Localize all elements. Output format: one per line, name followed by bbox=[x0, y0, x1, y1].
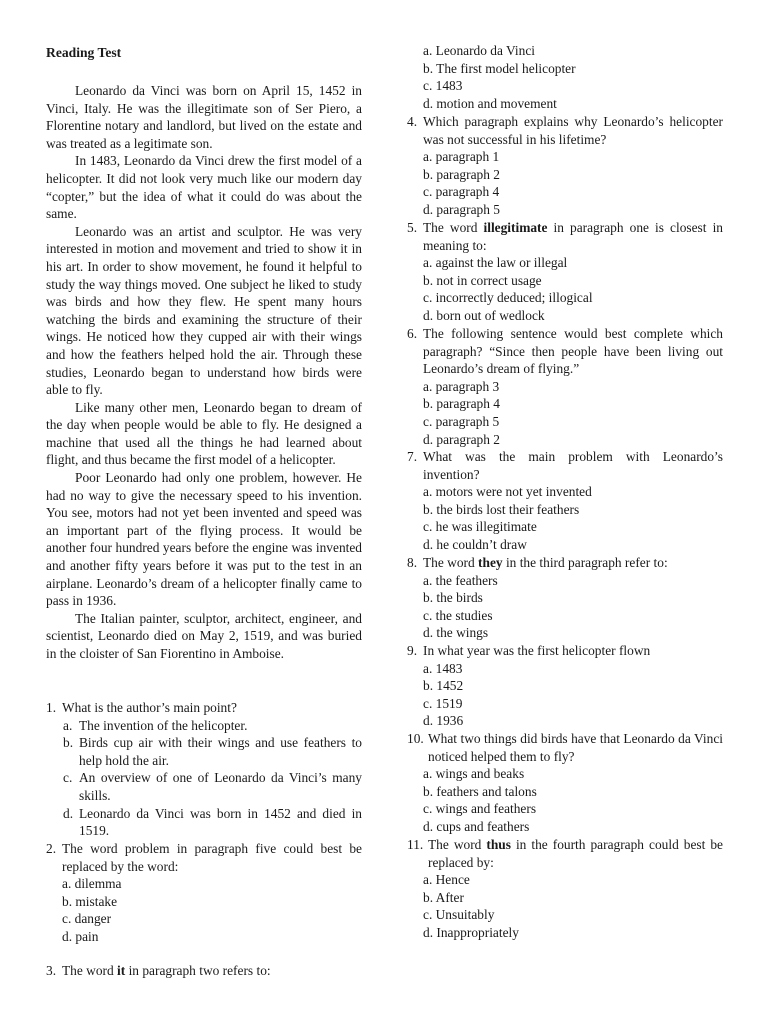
option-b: b. 1452 bbox=[423, 678, 464, 694]
passage-paragraph-1: Leonardo da Vinci was born on April 15, 1452 in Vinci, Italy. He was the illegitimate son of Ser Piero, a Florentine notary and landlord, but lived on the estate and was treated as a legitimate son. bbox=[46, 83, 362, 151]
options-list bbox=[407, 42, 723, 112]
question-number: 11. bbox=[407, 837, 424, 852]
option-b bbox=[46, 734, 362, 769]
question-text: The following sentence would best complete which paragraph? “Since then people have been living out Leonardo’s dream of flying.” bbox=[423, 326, 723, 377]
option-text: Leonardo da Vinci was born in 1452 and died in 1519. bbox=[79, 805, 362, 839]
option-d: d. he couldn’t draw bbox=[423, 536, 527, 552]
question-text: Which paragraph explains why Leonardo’s helicopter was not successful in his lifetime? bbox=[423, 114, 723, 147]
option-text: Birds cup air with their wings and use feathers to help hold the air. bbox=[79, 735, 362, 768]
key-word: thus bbox=[486, 837, 511, 852]
option-c: c. danger bbox=[62, 911, 112, 927]
option-d: d. the wings bbox=[423, 625, 489, 641]
options-list bbox=[407, 254, 723, 324]
passage-paragraph-2: In 1483, Leonardo da Vinci drew the first model of a helicopter. It did not look very much like our modern day “copter,” but the idea of what it could do was about the same. bbox=[46, 153, 362, 222]
passage-paragraph-5: Poor Leonardo had only one problem, however. He had no way to give the necessary speed to his invention. You see, motors had not yet been invented and speed was an important part of the flying process. It would be another four hundred years before the engine was invented and another fifty years before it was put to the test in an airplane. Leonardo’s dream of a helicopter finally came to pass in 1936. bbox=[46, 470, 362, 609]
question-number: 4. bbox=[407, 114, 418, 129]
option-b: b. feathers and talons bbox=[423, 783, 537, 799]
option-a: a. paragraph 3 bbox=[423, 378, 500, 394]
question-3-options bbox=[407, 42, 723, 112]
options-list bbox=[407, 378, 723, 448]
question-2 bbox=[46, 840, 362, 946]
option-a: a. the feathers bbox=[423, 572, 498, 588]
option-d bbox=[46, 805, 362, 840]
option-d: d. paragraph 2 bbox=[423, 431, 500, 447]
question-number: 5. bbox=[407, 220, 418, 235]
question-number: 6. bbox=[407, 326, 418, 341]
option-c: c. paragraph 4 bbox=[423, 184, 500, 200]
question-6 bbox=[407, 325, 723, 448]
option-a: a. 1483 bbox=[423, 660, 463, 676]
option-c bbox=[46, 769, 362, 804]
option-b: b. the birds lost their feathers bbox=[423, 501, 580, 517]
passage-paragraph-4: Like many other men, Leonardo began to dream of the day when people would be able to fly. He designed a machine that used all the things he had learned about flight, and thus became the first model of a helicopter. bbox=[46, 399, 362, 468]
option-letter: d. bbox=[63, 805, 74, 821]
option-d: d. motion and movement bbox=[423, 95, 557, 111]
option-d: d. 1936 bbox=[423, 713, 464, 729]
option-b: b. paragraph 4 bbox=[423, 396, 500, 412]
question-10 bbox=[407, 730, 723, 836]
question-1 bbox=[46, 699, 362, 840]
option-a bbox=[46, 717, 362, 735]
option-a: a. against the law or illegal bbox=[423, 255, 568, 271]
passage-paragraph-3: Leonardo was an artist and sculptor. He was very interested in motion and movement and tried to show it in his art. In order to show movement, he found it helpful to study the way things moved. One subject he liked to study was birds and how they flew. He spent many hours watching the birds and examining the structure of their wings. He noticed how they cupped air with their wings and how the feathers helped hold the air. Through these studies, Leonardo began to understand how birds were able to fly. bbox=[46, 223, 362, 398]
options-list bbox=[46, 875, 362, 945]
question-text: In what year was the first helicopter flown bbox=[423, 643, 651, 658]
option-c: c. 1483 bbox=[423, 78, 463, 94]
page-title: Reading Test bbox=[46, 45, 122, 60]
option-d: d. born out of wedlock bbox=[423, 307, 545, 323]
question-number: 10. bbox=[407, 731, 424, 746]
option-d: d. pain bbox=[62, 928, 99, 944]
question-number: 2. bbox=[46, 841, 57, 856]
reading-passage bbox=[46, 82, 362, 663]
question-text: The word it in paragraph two refers to: bbox=[62, 963, 271, 978]
option-b: b. mistake bbox=[62, 893, 118, 909]
key-word: it bbox=[117, 963, 126, 978]
question-number: 9. bbox=[407, 643, 418, 658]
options-list bbox=[407, 660, 723, 730]
option-a: a. motors were not yet invented bbox=[423, 484, 592, 500]
options-list bbox=[407, 871, 723, 941]
key-word: they bbox=[478, 555, 503, 570]
question-text: What two things did birds have that Leonardo da Vinci noticed helped them to fly? bbox=[428, 731, 723, 764]
option-b: b. The first model helicopter bbox=[423, 60, 576, 76]
question-number: 1. bbox=[46, 700, 57, 715]
option-letter: b. bbox=[63, 735, 74, 751]
options-list bbox=[407, 148, 723, 218]
option-a: a. dilemma bbox=[62, 876, 122, 892]
option-letter: a. bbox=[63, 717, 73, 733]
option-c: c. incorrectly deduced; illogical bbox=[423, 290, 593, 306]
question-text: The word they in the third paragraph refer to: bbox=[423, 555, 668, 570]
question-3 bbox=[46, 962, 362, 980]
option-c: c. he was illegitimate bbox=[423, 519, 537, 535]
option-a: a. Leonardo da Vinci bbox=[423, 43, 535, 58]
question-number: 7. bbox=[407, 449, 418, 464]
options-list bbox=[407, 483, 723, 553]
key-word: illegitimate bbox=[483, 220, 548, 235]
option-d: d. Inappropriately bbox=[423, 924, 519, 940]
question-text: The word illegitimate in paragraph one is closest in meaning to: bbox=[423, 220, 723, 253]
option-c: c. Unsuitably bbox=[423, 907, 495, 923]
option-d: d. paragraph 5 bbox=[423, 201, 500, 217]
option-a: a. wings and beaks bbox=[423, 766, 525, 782]
option-a: a. paragraph 1 bbox=[423, 149, 500, 165]
option-c: c. paragraph 5 bbox=[423, 413, 500, 429]
question-number: 3. bbox=[46, 963, 57, 978]
option-c: c. 1519 bbox=[423, 695, 463, 711]
question-text: What was the main problem with Leonardo’s invention? bbox=[423, 449, 723, 482]
question-5 bbox=[407, 219, 723, 325]
passage-paragraph-6: The Italian painter, sculptor, architect, engineer, and scientist, Leonardo died on May 2, 1519, and was buried in the cloister of San Fiorentino in Amboise. bbox=[46, 610, 362, 661]
question-number: 8. bbox=[407, 555, 418, 570]
question-7 bbox=[407, 448, 723, 554]
question-text: The word problem in paragraph five could best be replaced by the word: bbox=[62, 841, 362, 874]
option-letter: c. bbox=[63, 770, 73, 786]
question-11 bbox=[407, 836, 723, 942]
option-b: b. not in correct usage bbox=[423, 272, 542, 288]
options-list bbox=[407, 572, 723, 642]
question-8 bbox=[407, 554, 723, 642]
option-b: b. the birds bbox=[423, 590, 483, 606]
question-text: What is the author’s main point? bbox=[62, 700, 237, 715]
options-list bbox=[407, 765, 723, 835]
option-d: d. cups and feathers bbox=[423, 818, 530, 834]
option-b: b. paragraph 2 bbox=[423, 166, 500, 182]
question-text: The word thus in the fourth paragraph could best be replaced by: bbox=[428, 837, 723, 870]
option-c: c. the studies bbox=[423, 607, 493, 623]
option-text: The invention of the helicopter. bbox=[79, 717, 248, 733]
option-text: An overview of one of Leonardo da Vinci’s many skills. bbox=[79, 770, 362, 803]
option-a: a. Hence bbox=[423, 872, 470, 888]
question-4 bbox=[407, 113, 723, 219]
question-9 bbox=[407, 642, 723, 730]
option-b: b. After bbox=[423, 889, 464, 905]
option-c: c. wings and feathers bbox=[423, 801, 537, 817]
